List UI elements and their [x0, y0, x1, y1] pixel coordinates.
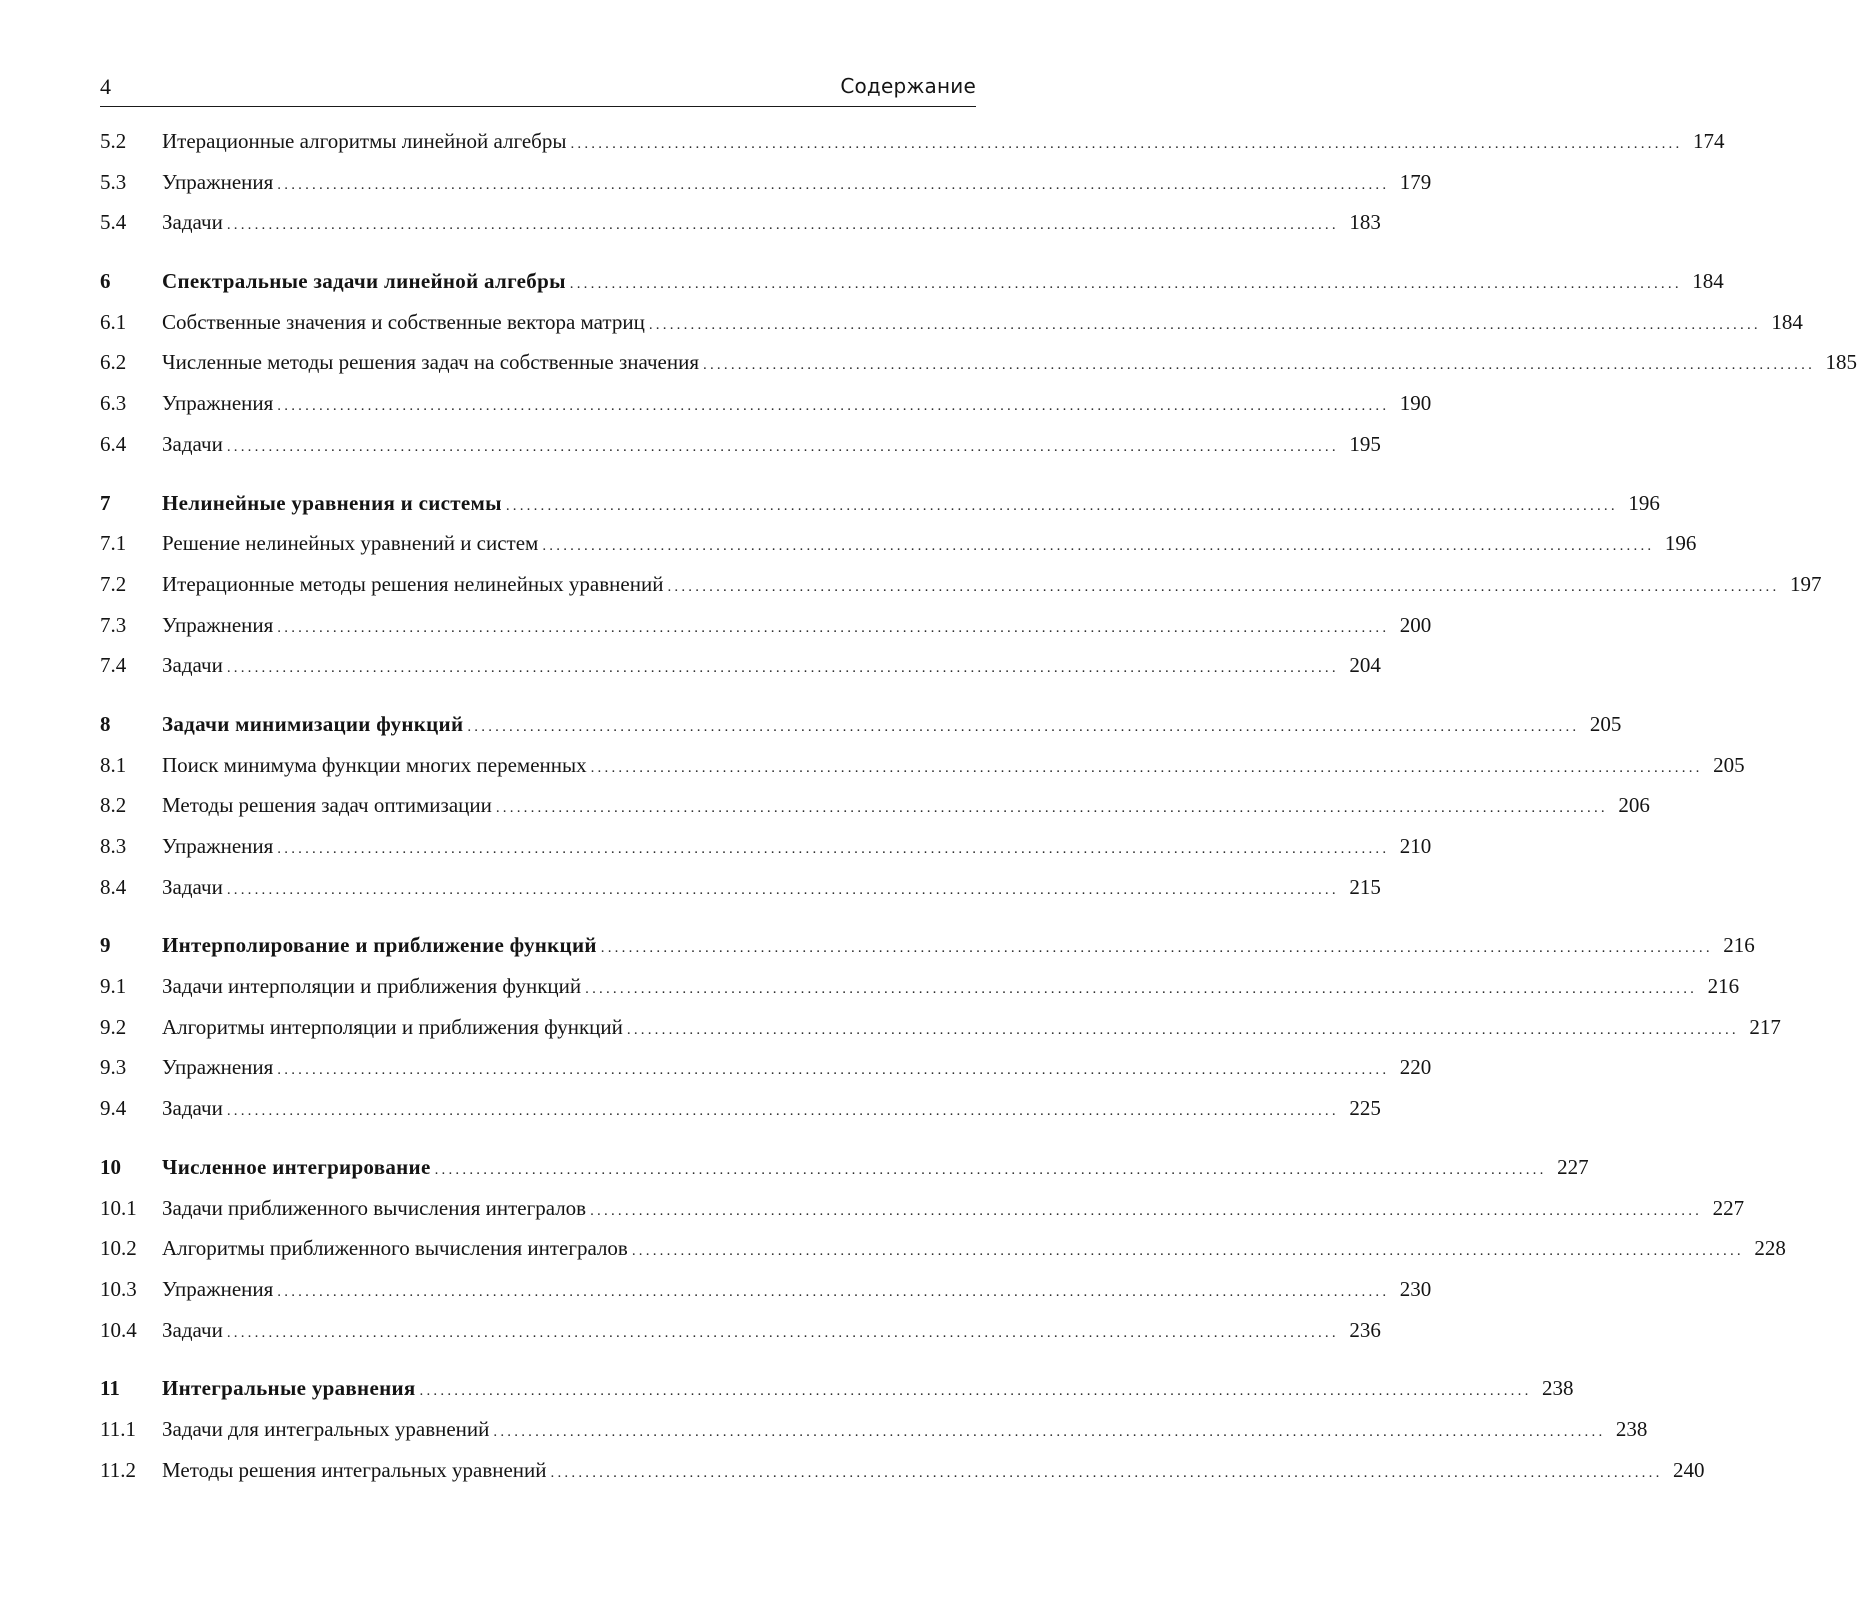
- page-ref: 205: [1589, 711, 1622, 736]
- section-number: 6.3: [100, 391, 127, 416]
- leader-dots: ................................................................................................................................................................: [569, 276, 1682, 293]
- section-number: 7.2: [100, 571, 127, 596]
- leader-dots: ................................................................................................................................................................: [226, 217, 1339, 234]
- section-title: Задачи: [162, 1317, 223, 1342]
- leader-dots: ................................................................................................................................................................: [277, 176, 1390, 193]
- page-ref: 197: [1789, 571, 1822, 596]
- section-number: 7.3: [100, 612, 127, 637]
- section-title: Упражнения: [162, 834, 274, 858]
- leader-dots: ................................................................................................................................................................: [590, 759, 1703, 776]
- leader-dots: ................................................................................................................................................................: [631, 1243, 1744, 1260]
- toc-section-row[interactable]: [100, 745, 1745, 786]
- leader-dots: ................................................................................................................................................................: [277, 398, 1390, 415]
- section-number: 5.3: [100, 169, 127, 194]
- section-title: Задачи: [162, 874, 223, 899]
- section-number: 10.1: [100, 1195, 137, 1220]
- section-number: 8.1: [100, 752, 127, 777]
- section-title: Задачи интерполяции и приближения функций: [162, 974, 582, 999]
- section-number: 10.3: [100, 1276, 137, 1301]
- page-ref: 227: [1712, 1195, 1745, 1220]
- toc-chapter-group: [100, 483, 1822, 686]
- toc-section-row[interactable]: [100, 645, 1381, 686]
- section-title: Методы решения интегральных уравнений: [162, 1457, 547, 1482]
- toc-chapter-row[interactable]: [100, 483, 1660, 524]
- page-ref: 230: [1399, 1276, 1432, 1301]
- leader-dots: ................................................................................................................................................................: [590, 1202, 1703, 1219]
- section-number: 8.4: [100, 874, 127, 899]
- toc-section-row[interactable]: [100, 1450, 1705, 1491]
- leader-dots: ................................................................................................................................................................: [277, 841, 1390, 857]
- page-ref: 216: [1707, 974, 1740, 999]
- toc-chapter-row[interactable]: [100, 1368, 1574, 1409]
- section-title: Задачи: [162, 1096, 223, 1121]
- section-number: 11.1: [100, 1416, 136, 1441]
- page-ref: 220: [1399, 1055, 1432, 1080]
- section-number: 10.2: [100, 1236, 137, 1261]
- toc-section-row[interactable]: [100, 605, 1432, 646]
- section-title: Задачи: [162, 431, 223, 456]
- toc-section-row[interactable]: [100, 523, 1697, 564]
- leader-dots: ................................................................................................................................................................: [703, 357, 1816, 374]
- toc-chapter-group: [100, 704, 1745, 907]
- page-ref: 240: [1673, 1457, 1705, 1482]
- section-number: 6.2: [100, 350, 127, 375]
- section-title: Алгоритмы приближенного вычисления интегралов: [162, 1236, 628, 1261]
- page-ref: 236: [1349, 1317, 1381, 1342]
- section-title: Итерационные методы решения нелинейных уравнений: [162, 571, 664, 596]
- section-title: Алгоритмы интерполяции и приближения функций: [162, 1014, 623, 1039]
- leader-dots: ................................................................................................................................................................: [493, 1423, 1606, 1440]
- page-ref: 238: [1615, 1416, 1648, 1441]
- page-ref: 185: [1825, 350, 1857, 375]
- toc-section-row[interactable]: [100, 1007, 1781, 1048]
- page-ref: 183: [1349, 210, 1381, 235]
- leader-dots: ................................................................................................................................................................: [648, 316, 1761, 333]
- section-number: 8.3: [100, 834, 127, 858]
- chapter-title: Задачи минимизации функций: [162, 711, 464, 736]
- page-ref: 216: [1723, 933, 1755, 958]
- page-ref: 196: [1628, 490, 1660, 515]
- page-ref: 174: [1692, 129, 1725, 153]
- toc-chapter-group: [100, 925, 1781, 1128]
- toc-section-row[interactable]: [100, 302, 1803, 343]
- leader-dots: ................................................................................................................................................................: [542, 538, 1655, 555]
- leader-dots: ................................................................................................................................................................: [277, 619, 1390, 636]
- page-ref: 184: [1771, 309, 1803, 334]
- toc-section-row[interactable]: [100, 162, 1432, 203]
- section-number: 10.4: [100, 1317, 137, 1342]
- section-number: 7.1: [100, 531, 127, 556]
- toc-chapter-group: [100, 1368, 1705, 1490]
- toc-chapter-row[interactable]: [100, 1147, 1589, 1188]
- section-title: Поиск минимума функции многих переменных: [162, 752, 587, 777]
- page-ref: 190: [1399, 391, 1432, 416]
- page-header: [100, 70, 976, 107]
- section-number: 6.4: [100, 431, 127, 456]
- chapter-number: 11: [100, 1376, 120, 1401]
- toc-section-row[interactable]: [100, 966, 1740, 1007]
- toc-section-row[interactable]: [100, 1228, 1786, 1269]
- toc-section-row[interactable]: [100, 564, 1822, 605]
- toc-section-row[interactable]: [100, 867, 1381, 908]
- leader-dots: ................................................................................................................................................................: [585, 981, 1698, 998]
- leader-dots: ................................................................................................................................................................: [505, 497, 1618, 514]
- toc-section-row[interactable]: [100, 1409, 1648, 1450]
- running-title: Содержание: [840, 74, 976, 98]
- section-number: 9.4: [100, 1096, 127, 1121]
- section-title: Итерационные алгоритмы линейной алгебры: [162, 129, 567, 153]
- toc-section-row[interactable]: [100, 202, 1381, 243]
- section-title: Решение нелинейных уравнений и систем: [162, 531, 539, 556]
- chapter-number: 7: [100, 490, 111, 515]
- page-ref: 184: [1692, 269, 1724, 294]
- page-ref: 225: [1349, 1096, 1381, 1121]
- leader-dots: ................................................................................................................................................................: [226, 1324, 1339, 1341]
- section-title: Упражнения: [162, 169, 274, 194]
- section-title: Методы решения задач оптимизации: [162, 793, 492, 818]
- chapter-number: 8: [100, 711, 111, 736]
- leader-dots: ................................................................................................................................................................: [467, 718, 1580, 735]
- chapter-title: Нелинейные уравнения и системы: [162, 490, 502, 515]
- chapter-title: Спектральные задачи линейной алгебры: [162, 269, 566, 294]
- page-ref: 204: [1349, 653, 1381, 678]
- section-number: 8.2: [100, 793, 127, 818]
- toc-chapter-group: [100, 121, 1725, 243]
- section-title: Упражнения: [162, 1055, 274, 1080]
- page-ref: 228: [1754, 1236, 1786, 1261]
- section-title: Задачи приближенного вычисления интегралов: [162, 1195, 587, 1220]
- toc-section-row[interactable]: [100, 826, 1432, 867]
- toc-section-row[interactable]: [100, 1047, 1432, 1088]
- section-title: Упражнения: [162, 612, 274, 637]
- chapter-number: 6: [100, 269, 111, 294]
- section-number: 11.2: [100, 1457, 136, 1482]
- toc-section-row[interactable]: [100, 785, 1650, 826]
- leader-dots: ................................................................................................................................................................: [226, 438, 1339, 455]
- section-number: 6.1: [100, 309, 127, 334]
- toc-section-row[interactable]: [100, 383, 1432, 424]
- section-number: 5.2: [100, 129, 127, 153]
- page-ref: 217: [1749, 1014, 1781, 1039]
- leader-dots: ................................................................................................................................................................: [226, 1103, 1339, 1120]
- leader-dots: ................................................................................................................................................................: [667, 578, 1780, 595]
- chapter-title: Интегральные уравнения: [162, 1376, 416, 1401]
- toc-chapter-row[interactable]: [100, 261, 1724, 302]
- page-ref: 205: [1713, 752, 1745, 777]
- leader-dots: ................................................................................................................................................................: [434, 1161, 1547, 1178]
- leader-dots: ................................................................................................................................................................: [226, 881, 1339, 898]
- leader-dots: ................................................................................................................................................................: [277, 1062, 1390, 1079]
- page-ref: 179: [1399, 169, 1432, 194]
- leader-dots: ................................................................................................................................................................: [570, 136, 1683, 152]
- section-title: Упражнения: [162, 1276, 274, 1301]
- page-ref: 206: [1618, 793, 1650, 818]
- section-number: 9.2: [100, 1014, 127, 1039]
- toc-chapter-row[interactable]: [100, 925, 1755, 966]
- document-page: [100, 70, 1857, 1508]
- leader-dots: ................................................................................................................................................................: [419, 1383, 1532, 1400]
- toc-chapter-group: [100, 1147, 1786, 1350]
- page-number: 4: [100, 74, 111, 99]
- section-title: Задачи: [162, 653, 223, 678]
- chapter-number: 9: [100, 933, 111, 958]
- page-ref: 200: [1399, 612, 1432, 637]
- page-ref: 195: [1349, 431, 1381, 456]
- toc-section-row[interactable]: [100, 1310, 1381, 1351]
- section-number: 9.1: [100, 974, 127, 999]
- leader-dots: ................................................................................................................................................................: [495, 800, 1608, 817]
- chapter-number: 10: [100, 1154, 121, 1179]
- section-number: 5.4: [100, 210, 127, 235]
- toc-section-row[interactable]: [100, 1088, 1381, 1129]
- leader-dots: ................................................................................................................................................................: [550, 1464, 1663, 1481]
- toc-section-row[interactable]: [100, 342, 1857, 383]
- toc-section-row[interactable]: [100, 424, 1381, 465]
- page-ref: 215: [1349, 874, 1381, 899]
- section-title: Задачи: [162, 210, 223, 235]
- section-number: 7.4: [100, 653, 127, 678]
- section-title: Упражнения: [162, 391, 274, 416]
- page-ref: 227: [1557, 1154, 1589, 1179]
- page-ref: 210: [1399, 834, 1432, 858]
- section-title: Численные методы решения задач на собственные значения: [162, 350, 700, 375]
- toc-section-row[interactable]: [100, 1269, 1432, 1310]
- section-title: Задачи для интегральных уравнений: [162, 1416, 490, 1441]
- chapter-title: Интерполирование и приближение функций: [162, 933, 597, 958]
- toc-section-row[interactable]: [100, 1188, 1745, 1229]
- toc-chapter-row[interactable]: [100, 704, 1622, 745]
- leader-dots: ................................................................................................................................................................: [277, 1283, 1390, 1300]
- toc-chapter-group: [100, 261, 1857, 464]
- section-title: Собственные значения и собственные вектора матриц: [162, 309, 645, 334]
- leader-dots: ................................................................................................................................................................: [226, 660, 1339, 677]
- leader-dots: ................................................................................................................................................................: [626, 1021, 1739, 1038]
- leader-dots: ................................................................................................................................................................: [600, 940, 1713, 957]
- chapter-title: Численное интегрирование: [162, 1154, 431, 1179]
- table-of-contents: [100, 121, 1857, 1490]
- section-number: 9.3: [100, 1055, 127, 1080]
- toc-section-row[interactable]: [100, 121, 1725, 162]
- page-ref: 196: [1664, 531, 1697, 556]
- page-ref: 238: [1542, 1376, 1574, 1401]
